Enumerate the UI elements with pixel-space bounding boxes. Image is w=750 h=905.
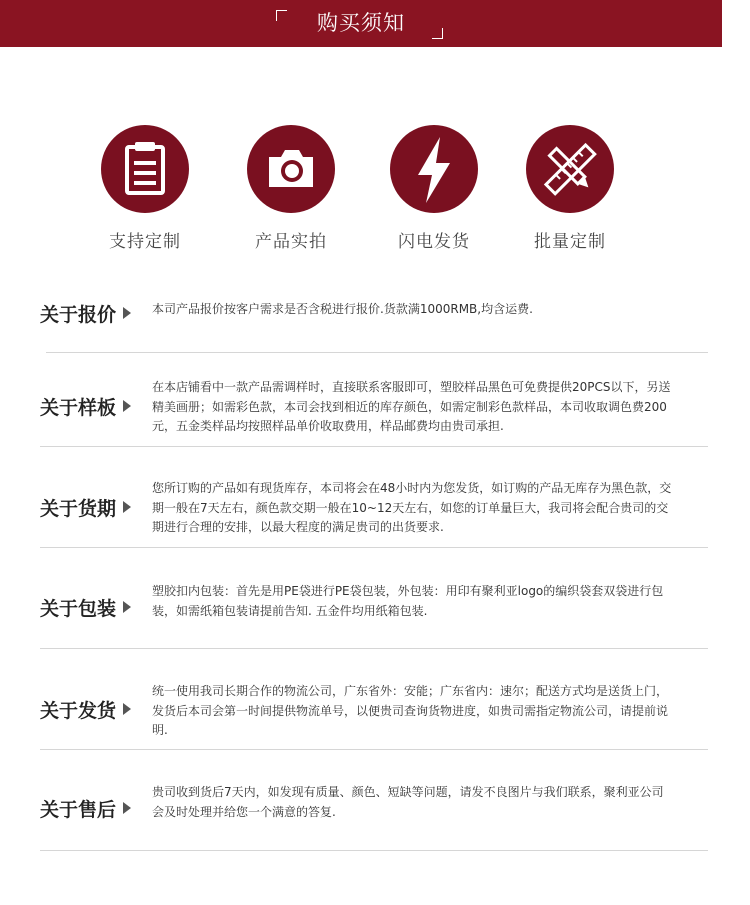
section-text: 本司产品报价按客户需求是否含税进行报价.货款满1000RMB,均含运费. (152, 302, 533, 316)
section-title: 关于货期 (40, 494, 131, 521)
section-text: 统一使用我司长期合作的物流公司，广东省外：安能；广东省内：速尔；配送方式均是送货上门，发货后本司会第一时间提供物流单号，以便贵司查询货物进度，如贵司需指定物流公司，请提前说明. (152, 684, 669, 737)
section-title: 关于发货 (40, 696, 131, 723)
section-title: 关于包装 (40, 594, 131, 621)
arrow-right-icon (123, 703, 131, 715)
section-title: 关于售后 (40, 795, 131, 822)
feature-fast-shipping (374, 125, 494, 252)
feature-label: 产品实拍 (255, 232, 327, 252)
divider (46, 352, 708, 353)
section-text: 塑胶扣内包装：首先是用PE袋进行PE袋包装，外包装：用印有聚利亚logo的编织袋套双袋进行包装，如需纸箱包装请提前告知. 五金件均用纸箱包装. (152, 584, 664, 618)
feature-photo (231, 125, 351, 252)
section-text: 贵司收到货后7天内，如发现有质量、颜色、短缺等问题，请发不良图片与我们联系，聚利亚公司会及时处理并给您一个满意的答复. (152, 785, 664, 819)
lightning-icon (390, 125, 478, 213)
divider (40, 547, 708, 548)
ruler-pencil-icon (526, 125, 614, 213)
feature-label: 支持定制 (109, 232, 181, 252)
feature-bulk-custom (510, 125, 630, 252)
arrow-right-icon (123, 802, 131, 814)
arrow-right-icon (123, 307, 131, 319)
arrow-right-icon (123, 400, 131, 412)
clipboard-icon (101, 125, 189, 213)
divider (40, 648, 708, 649)
section-text: 您所订购的产品如有现货库存，本司将会在48小时内为您发货，如订购的产品无库存为黑色款，交期一般在7天左右，颜色款交期一般在10~12天左右，如您的订单量巨大，我司将会配合贵司的交期进行合理的安排，以最大程度的满足贵司的出货要求. (152, 481, 672, 534)
feature-custom (85, 125, 205, 252)
divider (40, 446, 708, 447)
arrow-right-icon (123, 501, 131, 513)
section-title: 关于报价 (40, 300, 131, 327)
page-title: 购买须知 (317, 11, 405, 35)
arrow-right-icon (123, 601, 131, 613)
feature-label: 批量定制 (534, 232, 606, 252)
camera-icon (247, 125, 335, 213)
section-text: 在本店铺看中一款产品需调样时，直接联系客服即可，塑胶样品黑色可免费提供20PCS以下，另送精美画册；如需彩色款，本司会找到相近的库存颜色，如需定制彩色款样品，本司收取调色费200元，五金类样品均按照样品单价收取费用，样品邮费均由贵司承担. (152, 380, 671, 433)
section-title: 关于样板 (40, 393, 131, 420)
divider (40, 850, 708, 851)
feature-label: 闪电发货 (398, 232, 470, 252)
divider (40, 749, 708, 750)
